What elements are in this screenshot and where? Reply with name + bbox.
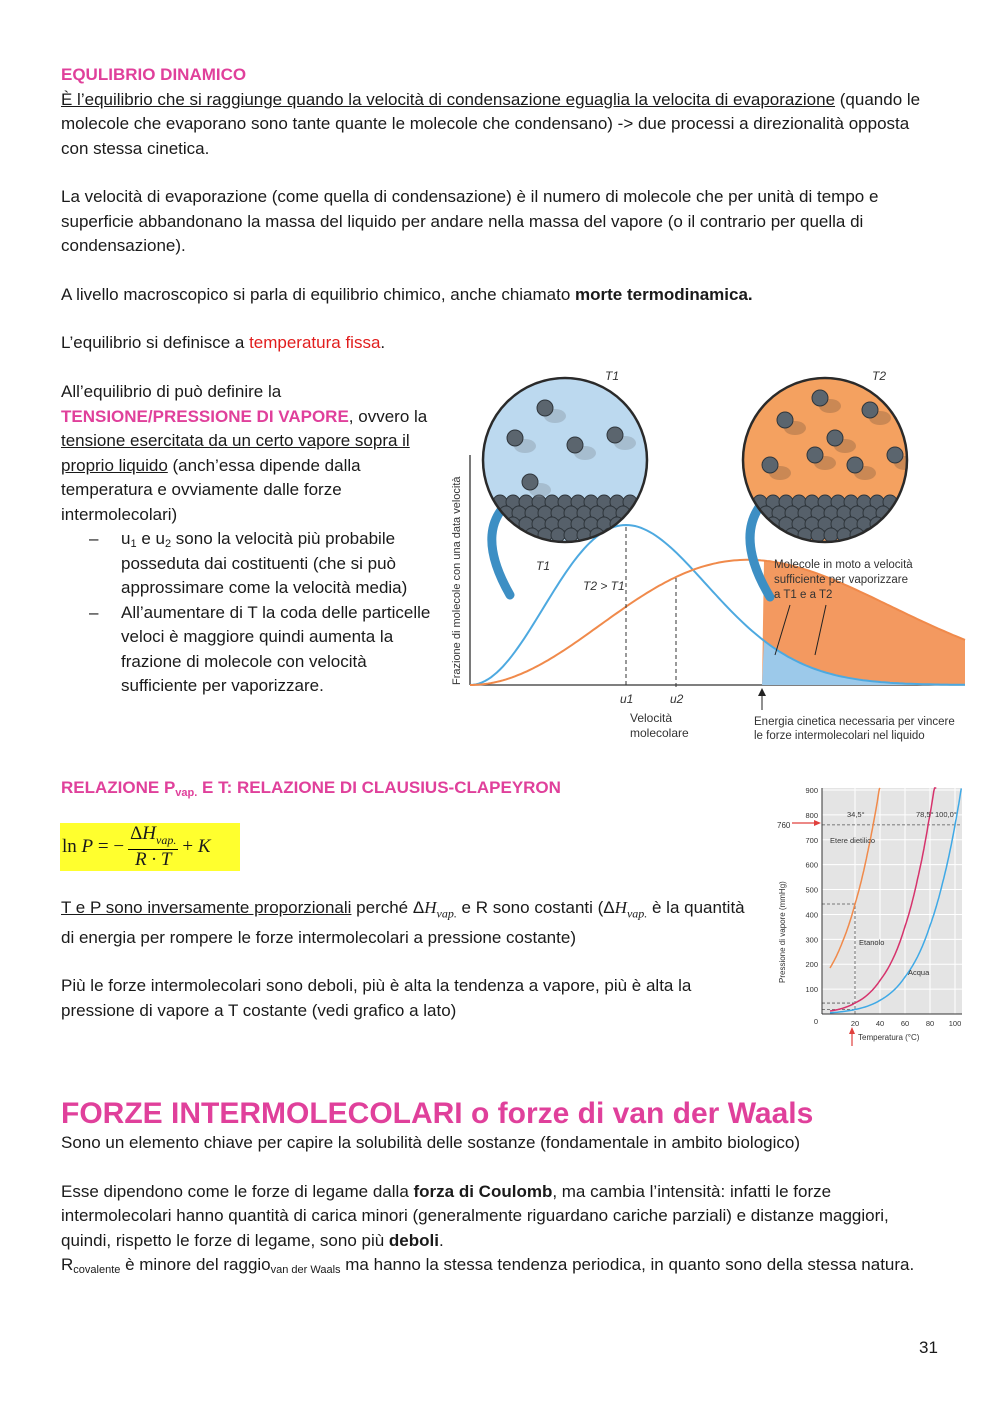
energy-label-1: Energia cinetica necessaria per vincere (754, 716, 955, 728)
maxwell-distribution-figure (440, 365, 980, 750)
u2-label: u2 (670, 692, 684, 706)
series-label-ethanol: Etanolo (859, 938, 885, 947)
ref-20-arrowhead (849, 1027, 855, 1034)
liquid-molecule (824, 528, 838, 542)
macroscopic-paragraph: A livello macroscopico si parla di equilibrio chimico, anche chiamato morte termodinamica. (61, 284, 753, 304)
liquid-molecule (902, 506, 916, 520)
series-label-water: Acqua (908, 968, 930, 977)
vapor-molecule (827, 430, 843, 446)
vp-y-tick: 700 (805, 835, 818, 845)
clausius-clapeyron-equation: ln P = − $\Delta H_{vap.}$ R · T + K (60, 823, 240, 871)
x-label-1: Velocità (630, 711, 673, 725)
liquid-molecule (623, 517, 637, 531)
forze-intermolecolari-heading: FORZE INTERMOLECOLARI o forze di van der Waals (61, 1097, 814, 1130)
liquid-molecule (629, 528, 643, 542)
weak-forces-paragraph: Più le forze intermolecolari sono deboli, più è alta la tendenza a vapore, più è alta la pressione di vapore a T costante (vedi grafico a lato) (61, 976, 692, 1020)
liquid-molecule (902, 528, 916, 542)
vapor-molecule (537, 400, 553, 416)
annotation-line-2: sufficiente per vaporizzare (774, 574, 909, 586)
equilibrium-definition: È l’equilibrio che si raggiunge quando la velocità di condensazione eguaglia la velocita di evaporazione (quando le molecole che evaporano sono tante quante le molecole che condensano) -> due processi a direzionalità opposta con stessa cinetica. (61, 89, 921, 158)
liquid-molecule (889, 528, 903, 542)
radius-paragraph: $R_{covalente}$ è minore del raggio$_{van der Waals}$ ma hanno la stessa tendenza periodica, in quanto sono della stessa natura. (61, 1255, 915, 1276)
bullet-u1-u2: – $u_1$ e $u_2$ sono la velocità più probabile posseduta dai costituenti (che si può approssimare come la velocità media) (89, 529, 408, 597)
vp-origin-tick: 0 (813, 1017, 818, 1026)
ref-760-label: 760 (777, 821, 791, 830)
vp-x-tick: 100 (948, 1019, 962, 1028)
liquid-molecule (499, 528, 513, 542)
liquid-molecule (642, 506, 656, 520)
vp-y-tick: 400 (805, 910, 818, 920)
vp-y-tick: 500 (805, 885, 818, 895)
liquid-molecule (876, 528, 890, 542)
section-heading-clausius: RELAZIONE $P_{vap.}$ E T: RELAZIONE DI CLAUSIUS-CLAPEYRON (61, 778, 561, 799)
curve-t2-label: T2 > T1 (583, 579, 625, 593)
circle-t2-label: T2 (872, 369, 887, 383)
vp-y-tick: 300 (805, 935, 818, 945)
series-label-ether: Etere dietilico (830, 836, 876, 845)
vapor-molecule (507, 430, 523, 446)
vapor-molecule (762, 457, 778, 473)
fixed-temperature-paragraph: L’equilibrio si definisce a temperatura fissa. (61, 333, 386, 352)
molecule-circle-t1 (480, 378, 656, 542)
ref-760-arrowhead (814, 820, 821, 826)
y-axis-label: Frazione di molecole con una data velocità (451, 476, 463, 685)
solubility-intro: Sono un elemento chiave per capire la solubilità delle sostanze (fondamentale in ambito biologico) (61, 1133, 801, 1152)
energy-arrowhead (758, 688, 766, 696)
vp-x-label: Temperatura (°C) (858, 1033, 920, 1042)
liquid-molecule (883, 517, 897, 531)
point-label-ethanol: 78,5° (916, 810, 934, 819)
vapor-pressure-chart (770, 778, 970, 1050)
plot-area (822, 788, 962, 1014)
vp-x-tick: 20 (850, 1019, 860, 1028)
vapor-molecule (777, 412, 793, 428)
evaporation-velocity-paragraph: La velocità di evaporazione (come quella di condensazione) è il numero di molecole che per unità di tempo e superficie abbandonano la massa del liquido per andare nella massa del vapore (o il contrario per quella di condensazione). (61, 187, 879, 255)
u1-label: u1 (620, 692, 634, 706)
section-heading-equilibrio: EQULIBRIO DINAMICO (61, 65, 247, 84)
vp-x-tick: 80 (925, 1019, 935, 1028)
vp-x-tick: 40 (875, 1019, 885, 1028)
vapor-pressure-definition: All’equilibrio di può definire la TENSIONE/PRESSIONE DI VAPORE, ovvero la tensione esercitata da un certo vapore sopra il proprio liquido (anch’essa dipende dalla temperatura e ovviamente dalle forze intermolecolari) (61, 382, 428, 524)
vapor-molecule (607, 427, 623, 443)
liquid-molecule (759, 528, 773, 542)
vp-y-tick: 100 (805, 985, 818, 995)
vp-x-tick: 60 (900, 1019, 910, 1028)
liquid-molecule (564, 528, 578, 542)
vapor-molecule (847, 457, 863, 473)
vapor-molecule (807, 447, 823, 463)
liquid-molecule (896, 517, 910, 531)
point-label-ether: 34,5° (847, 810, 865, 819)
curve-t1-label: T1 (536, 559, 551, 573)
vp-y-tick: 600 (805, 860, 818, 870)
x-label-2: molecolare (630, 726, 689, 740)
liquid-molecule (616, 528, 630, 542)
vp-y-tick: 900 (805, 786, 818, 795)
coulomb-paragraph: Esse dipendono come le forze di legame dalla forza di Coulomb, ma cambia l’intensità: infatti le forze intermolecolari hanno quantità di carica minori (generalmente riguardano cariche parziali) e distanze maggiori, quindi, rispetto le forze di legame, sono più deboli. (61, 1181, 889, 1250)
vp-y-tick: 800 (805, 810, 818, 820)
bullet-temperature-tail: – All’aumentare di T la coda delle particelle veloci è maggiore quindi aumenta la frazione di molecole con velocità sufficiente per vaporizzare. (89, 602, 431, 695)
point-label-water: 100,0° (935, 810, 957, 819)
page-number: 31 (919, 1338, 938, 1357)
vapor-molecule (887, 447, 903, 463)
vp-y-tick: 200 (805, 960, 818, 970)
molecule-circle-t2 (740, 378, 916, 542)
annotation-line-3: a T1 e a T2 (774, 589, 833, 601)
energy-label-2: le forze intermolecolari nel liquido (754, 730, 925, 742)
vapor-molecule (862, 402, 878, 418)
vapor-molecule (812, 390, 828, 406)
inverse-proportional-paragraph: T e P sono inversamente proporzionali perché $\Delta H_{vap.}$ e R sono costanti ($\Delta H_{vap.}$ è la quantità di energia per rompere le forze intermolecolari a pressione costante) (61, 898, 745, 947)
vapor-molecule (567, 437, 583, 453)
vapor-molecule (522, 474, 538, 490)
vp-y-label: Pressione di vapore (mmHg) (778, 881, 787, 983)
annotation-line-1: Molecole in moto a velocità (774, 559, 913, 571)
circle-t1-label: T1 (605, 369, 620, 383)
